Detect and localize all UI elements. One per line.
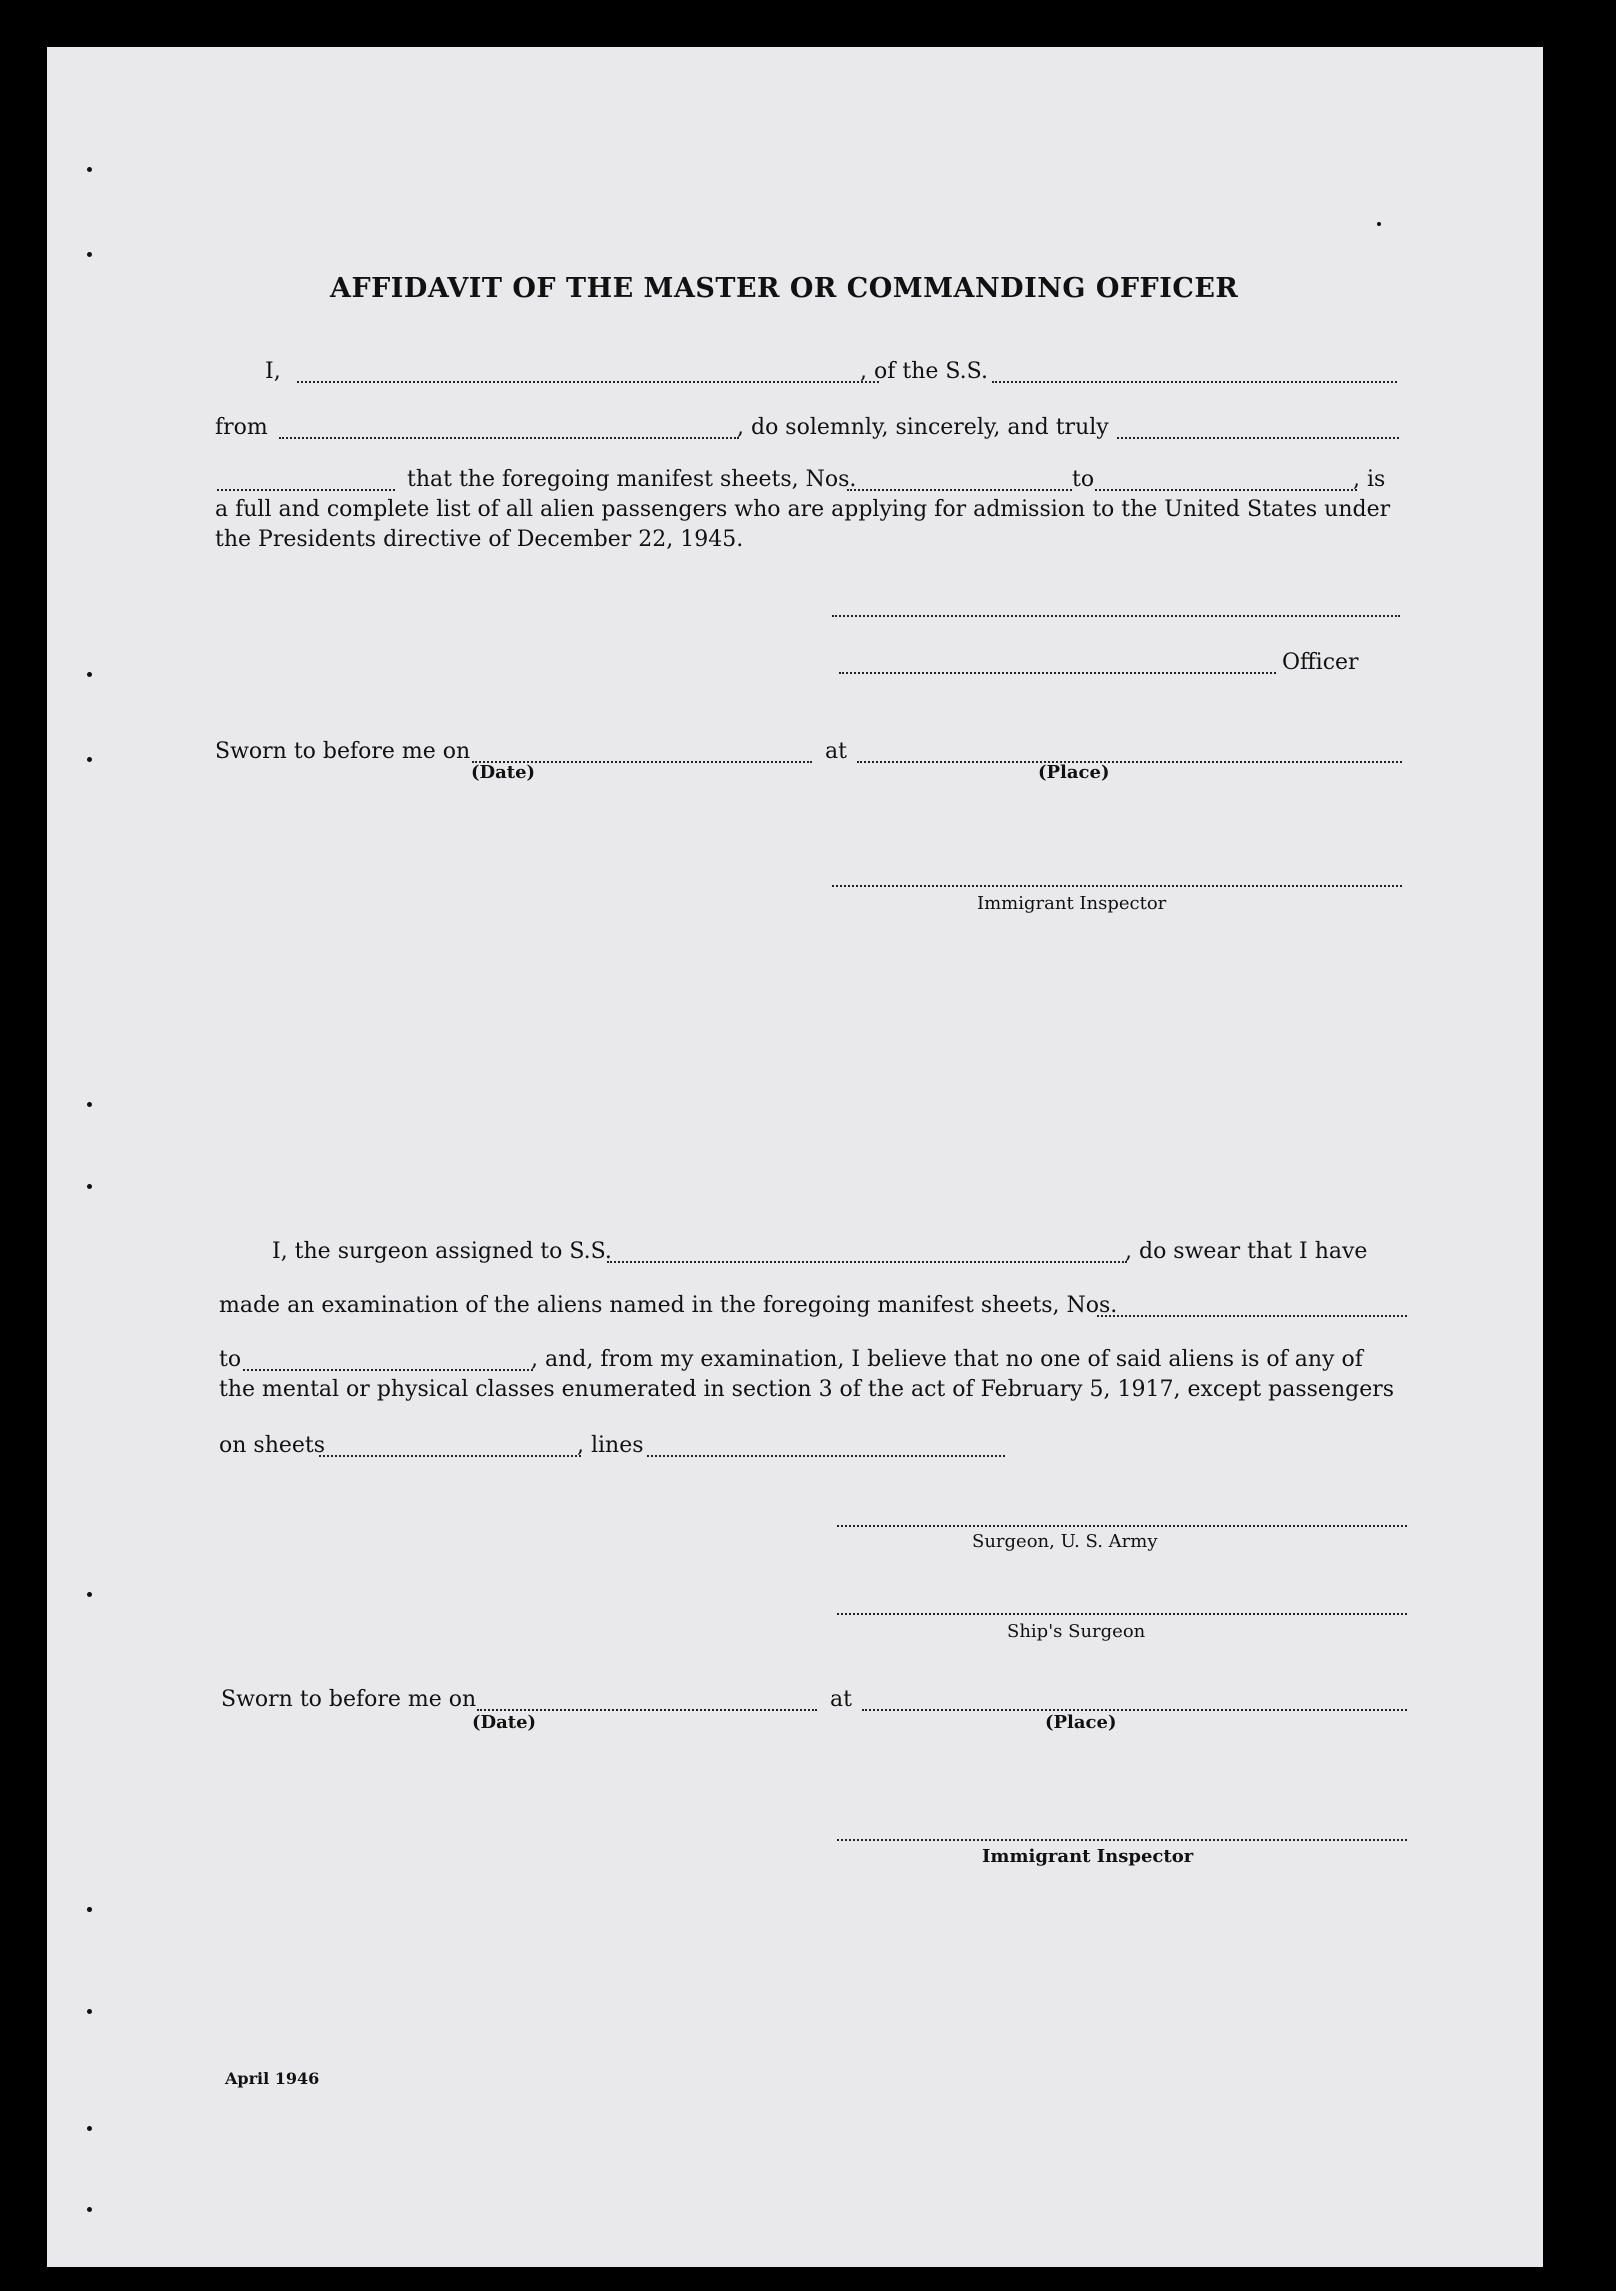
scan-speck [87, 1592, 92, 1597]
master-name-field[interactable] [297, 381, 879, 383]
surgeon-lines-label: , lines [577, 1433, 644, 1458]
officer-signature-line[interactable] [832, 615, 1400, 617]
surgeon-ship-field[interactable] [607, 1261, 1127, 1263]
master-sheets-label: that the foregoing manifest sheets, Nos. [407, 467, 857, 492]
scan-speck [87, 2126, 92, 2131]
master-solemnly-label: , do solemnly, sincerely, and truly [737, 415, 1109, 440]
surgeon-sheets-from-field[interactable] [1097, 1315, 1407, 1317]
scan-speck [87, 1184, 92, 1189]
footer-date: April 1946 [225, 2069, 320, 2088]
army-surgeon-label: Surgeon, U. S. Army [972, 1531, 1158, 1552]
master-ship-field[interactable] [992, 381, 1397, 383]
surgeon-sworn-date-field[interactable] [477, 1709, 817, 1711]
surgeon-text-line-2: made an examination of the aliens named in the foregoing manifest sheets, Nos. [219, 1293, 1118, 1318]
master-swear-field[interactable] [217, 489, 395, 491]
ship-surgeon-label: Ship's Surgeon [1007, 1621, 1146, 1642]
master-is-label: , is [1353, 467, 1386, 492]
scan-speck [87, 2207, 92, 2212]
form-page [47, 47, 1543, 2267]
master-date-caption: (Date) [471, 762, 536, 783]
surgeon-assigned-label: I, the surgeon assigned to S.S. [272, 1239, 612, 1264]
surgeon-sworn-place-field[interactable] [862, 1709, 1407, 1711]
master-inspector-signature-line[interactable] [832, 885, 1402, 887]
scan-speck [87, 1907, 92, 1912]
master-to-label: to [1072, 467, 1095, 492]
master-ss-label: , of the S.S. [860, 359, 988, 384]
master-i-label: I, [265, 359, 281, 384]
master-inspector-label: Immigrant Inspector [977, 893, 1167, 914]
master-from-field[interactable] [279, 437, 739, 439]
form-title: AFFIDAVIT OF THE MASTER OR COMMANDING OFFICER [330, 273, 1239, 304]
scan-speck [87, 672, 92, 677]
scan-speck [87, 167, 92, 172]
surgeon-sheets-field[interactable] [319, 1455, 581, 1457]
surgeon-inspector-label: Immigrant Inspector [982, 1846, 1194, 1867]
master-sworn-label: Sworn to before me on [215, 739, 471, 764]
master-sworn-at-label: at [825, 739, 847, 764]
officer-title-line[interactable] [839, 672, 1276, 674]
scan-speck [87, 2009, 92, 2014]
surgeon-text-line-4: the mental or physical classes enumerated in section 3 of the act of February 5, 1917, except passengers [219, 1377, 1395, 1402]
surgeon-lines-field[interactable] [647, 1455, 1005, 1457]
surgeon-sworn-label: Sworn to before me on [221, 1687, 477, 1712]
master-oath-field[interactable] [1117, 437, 1399, 439]
scan-speck [87, 1102, 92, 1107]
surgeon-swear-label: , do swear that I have [1125, 1239, 1368, 1264]
scan-speck [87, 252, 92, 257]
surgeon-date-caption: (Date) [472, 1712, 537, 1733]
army-surgeon-signature-line[interactable] [837, 1525, 1407, 1527]
ship-surgeon-signature-line[interactable] [837, 1613, 1407, 1615]
surgeon-to-label: to [219, 1347, 242, 1372]
master-text-line-4: a full and complete list of all alien passengers who are applying for admission to the United States under [215, 497, 1391, 522]
master-place-caption: (Place) [1038, 762, 1110, 783]
surgeon-text-line-3: , and, from my examination, I believe that no one of said aliens is of any of [531, 1347, 1363, 1372]
scan-speck [87, 757, 92, 762]
surgeon-sheets-to-field[interactable] [243, 1369, 533, 1371]
master-sworn-place-field[interactable] [857, 761, 1402, 763]
surgeon-place-caption: (Place) [1045, 1712, 1117, 1733]
officer-label: Officer [1282, 650, 1359, 675]
master-sheets-to-field[interactable] [1095, 489, 1357, 491]
scan-speck [1377, 222, 1381, 226]
master-sheets-from-field[interactable] [847, 489, 1072, 491]
surgeon-sworn-at-label: at [830, 1687, 852, 1712]
master-text-line-5: the Presidents directive of December 22, 1945. [215, 527, 744, 552]
surgeon-on-sheets-label: on sheets [219, 1433, 326, 1458]
surgeon-inspector-signature-line[interactable] [837, 1839, 1407, 1841]
master-from-label: from [215, 415, 268, 440]
